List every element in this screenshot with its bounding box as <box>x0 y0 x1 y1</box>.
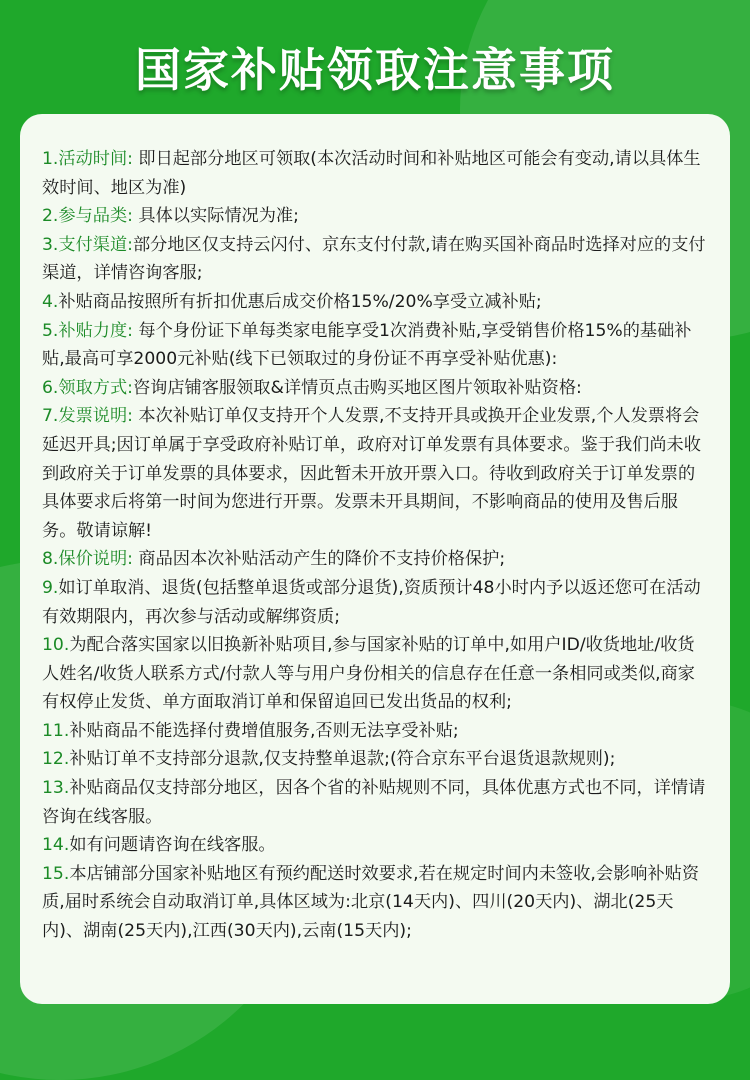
item-label: 7.发票说明: <box>42 406 133 427</box>
item-label: 11. <box>42 720 70 741</box>
notice-item-12 <box>42 745 710 774</box>
item-text: 商品因本次补贴活动产生的降价不支持价格保护; <box>132 549 506 570</box>
notice-item-8 <box>42 545 710 574</box>
notice-item-9 <box>42 574 710 631</box>
item-text: 补贴商品不能选择付费增值服务,否则无法享受补贴; <box>69 720 459 741</box>
notice-item-10 <box>42 631 710 717</box>
item-label: 2.参与品类: <box>42 206 133 227</box>
notice-item-4 <box>42 288 710 317</box>
notice-item-14 <box>42 831 710 860</box>
item-text: 本店铺部分国家补贴地区有预约配送时效要求,若在规定时间内未签收,会影响补贴资质,届时系统会自动取消订单,具体区域为:北京(14天内)、四川(20天内)、湖北(25天内)、湖南(25天内),江西(30天内),云南(15天内); <box>42 863 700 942</box>
item-label: 4. <box>42 291 59 312</box>
notice-item-6 <box>42 374 710 403</box>
item-label: 6.领取方式: <box>42 377 133 398</box>
page-title: 国家补贴领取注意事项 <box>135 43 615 97</box>
item-label: 8.保价说明: <box>42 549 133 570</box>
notice-item-3 <box>42 231 710 288</box>
item-label: 10. <box>42 635 70 656</box>
item-text: 如有问题请咨询在线客服。 <box>69 835 276 856</box>
notice-item-7 <box>42 402 710 545</box>
notice-item-15 <box>42 860 710 946</box>
item-label: 1.活动时间: <box>42 149 133 169</box>
notice-item-5 <box>42 317 710 374</box>
item-label: 13. <box>42 778 70 799</box>
notice-card <box>20 114 730 1004</box>
item-label: 12. <box>42 749 70 770</box>
item-text: 即日起部分地区可领取(本次活动时间和补贴地区可能会有变动,请以具体生效时间、地区为准) <box>42 149 701 198</box>
item-label: 9. <box>42 577 59 598</box>
notice-item-2 <box>42 202 710 231</box>
item-text: 每个身份证下单每类家电能享受1次消费补贴,享受销售价格15%的基础补贴,最高可享2000元补贴(线下已领取过的身份证不再享受补贴优惠): <box>42 320 692 370</box>
item-text: 为配合落实国家以旧换新补贴项目,参与国家补贴的订单中,如用户ID/收货地址/收货人姓名/收货人联系方式/付款人等与用户身份相关的信息存在任意一条相同或类似,商家有权停止发货、单方面取消订单和保留追回已发出货品的权利; <box>42 635 695 713</box>
item-text: 补贴商品仅支持部分地区，因各个省的补贴规则不同，具体优惠方式也不同，详情请咨询在线客服。 <box>42 778 706 827</box>
item-text: 具体以实际情况为准; <box>132 206 299 227</box>
item-label: 5.补贴力度: <box>42 320 133 341</box>
item-text: 补贴商品按照所有折扣优惠后成交价格15%/20%享受立减补贴; <box>58 291 542 312</box>
item-label: 14. <box>42 835 70 856</box>
item-label: 15. <box>42 863 70 884</box>
notice-item-13 <box>42 774 710 831</box>
item-label: 3.支付渠道: <box>42 234 133 255</box>
item-text: 补贴订单不支持部分退款,仅支持整单退款;(符合京东平台退货退款规则); <box>69 749 616 770</box>
item-text: 部分地区仅支持云闪付、京东支付付款,请在购买国补商品时选择对应的支付渠道，详情咨询客服; <box>42 234 706 284</box>
item-text: 本次补贴订单仅支持开个人发票,不支持开具或换开企业发票,个人发票将会延迟开具;因订单属于享受政府补贴订单，政府对订单发票有具体要求。鉴于我们尚未收到政府关于订单发票的具体要求，因此暂未开放开票入口。待收到政府关于订单发票的具体要求后将第一时间为您进行开票。发票未开具期间，不影响商品的使用及售后服务。敬请谅解! <box>42 406 701 541</box>
notice-item-1 <box>42 145 710 202</box>
notice-item-11 <box>42 717 710 746</box>
item-text: 如订单取消、退货(包括整单退货或部分退货),资质预计48小时内予以返还您可在活动有效期限内，再次参与活动或解绑资质; <box>42 577 701 627</box>
item-text: 咨询店铺客服领取&详情页点击购买地区图片领取补贴资格: <box>132 377 582 398</box>
